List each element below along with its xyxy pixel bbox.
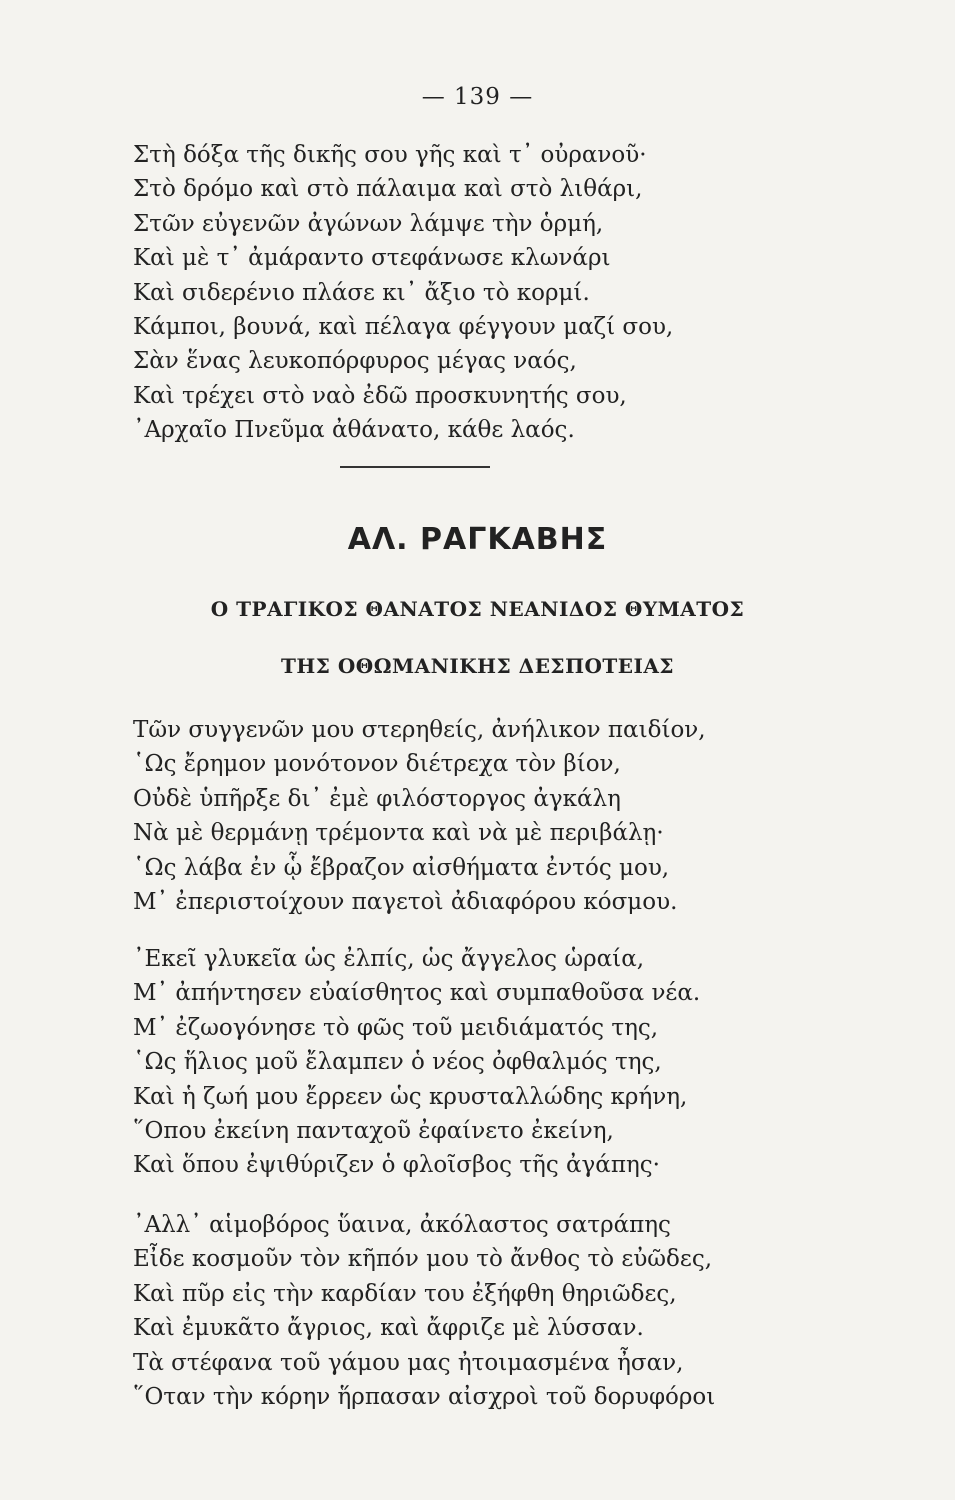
verse-line: ῞Οταν τὴν κόρην ἥρπασαν αἰσχροὶ τοῦ δορυφόροι (133, 1383, 716, 1410)
verse-line: Σὰν ἕνας λευκοπόρφυρος μέγας ναός, (133, 348, 577, 375)
verse-line: Καὶ ὅπου ἐψιθύριζεν ὁ φλοῖσβος τῆς ἀγάπης· (133, 1152, 660, 1179)
verse-line: Τῶν συγγενῶν μου στερηθείς, ἀνήλικον παιδίον, (133, 717, 706, 743)
poem-top-stanza (133, 138, 673, 448)
verse-line: Στὸ δρόμο καὶ στὸ πάλαιμα καὶ στὸ λιθάρι, (133, 176, 643, 203)
verse-line: Στὴ δόξα τῆς δικῆς σου γῆς καὶ τ᾽ οὐρανοῦ· (133, 142, 647, 168)
stanza-1 (133, 713, 706, 919)
verse-line: ᾽Αρχαῖο Πνεῦμα ἀθάνατο, κάθε λαός. (133, 417, 575, 444)
verse-line: Καὶ τρέχει στὸ ναὸ ἐδῶ προσκυνητής σου, (133, 382, 627, 409)
section-divider (340, 466, 490, 468)
verse-line: Οὐδὲ ὑπῆρξε δι᾽ ἐμὲ φιλόστοργος ἀγκάλη (133, 785, 621, 812)
verse-line: Κάμποι, βουνά, καὶ πέλαγα φέγγουν μαζί σου, (133, 313, 674, 340)
verse-line: ᾽Εκεῖ γλυκεῖα ὡς ἐλπίς, ὡς ἄγγελος ὡραία, (133, 946, 645, 972)
verse-line: Καὶ ἡ ζωή μου ἔρρεεν ὡς κρυσταλλώδης κρήνη, (133, 1083, 688, 1110)
verse-line: Καὶ σιδερένιο πλάσε κι᾽ ἄξιο τὸ κορμί. (133, 279, 590, 306)
stanza-2 (133, 942, 700, 1183)
stanza-3 (133, 1208, 715, 1414)
verse-line: Στῶν εὐγενῶν ἀγώνων λάμψε τὴν ὁρμή, (133, 210, 604, 237)
author-heading: ΑΛ. ΡΑΓΚΑΒΗΣ (347, 522, 608, 557)
verse-line: ῾Ως ἔρημον μονότονον διέτρεχα τὸν βίον, (133, 751, 621, 778)
verse-line: Μ᾽ ἐπεριστοίχουν παγετοὶ ἀδιαφόρου κόσμου. (133, 888, 678, 915)
verse-line: Εἶδε κοσμοῦν τὸν κῆπόν μου τὸ ἄνθος τὸ εὐῶδες, (133, 1246, 713, 1273)
verse-line: ῾Ως ἥλιος μοῦ ἔλαμπεν ὁ νέος ὀφθαλμός της, (133, 1049, 662, 1076)
verse-line: ᾽Αλλ᾽ αἱμοβόρος ὕαινα, ἀκόλαστος σατράπης (133, 1212, 671, 1238)
verse-line: Καὶ ἐμυκᾶτο ἄγριος, καὶ ἄφριζε μὲ λύσσαν. (133, 1315, 644, 1342)
verse-line: Μ᾽ ἐζωογόνησε τὸ φῶς τοῦ μειδιάματός της, (133, 1014, 659, 1041)
verse-line: Τὰ στέφανα τοῦ γάμου μας ἠτοιμασμένα ἦσαν, (133, 1349, 684, 1376)
verse-line: ῞Οπου ἐκείνη πανταχοῦ ἐφαίνετο ἐκείνη, (133, 1117, 614, 1144)
verse-line: Καὶ πῦρ εἰς τὴν καρδίαν του ἐξήφθη θηριῶδες, (133, 1280, 677, 1307)
verse-line: Μ᾽ ἀπήντησεν εὐαίσθητος καὶ συμπαθοῦσα νέα. (133, 980, 701, 1007)
poem-title-line-2: ΤΗΣ ΟΘΩΜΑΝΙΚΗΣ ΔΕΣΠΟΤΕΙΑΣ (280, 654, 675, 678)
verse-line: Καὶ μὲ τ᾽ ἀμάραντο στεφάνωσε κλωνάρι (133, 245, 611, 272)
verse-line: Νὰ μὲ θερμάνῃ τρέμοντα καὶ νὰ μὲ περιβάλῃ· (133, 820, 664, 847)
verse-line: ῾Ως λάβα ἐν ᾧ ἔβραζον αἰσθήματα ἐντός μου, (133, 854, 670, 881)
page-number: — 139 — (421, 84, 534, 110)
poem-title-line-1: Ο ΤΡΑΓΙΚΟΣ ΘΑΝΑΤΟΣ ΝΕΑΝΙΔΟΣ ΘΥΜΑΤΟΣ (210, 597, 745, 621)
